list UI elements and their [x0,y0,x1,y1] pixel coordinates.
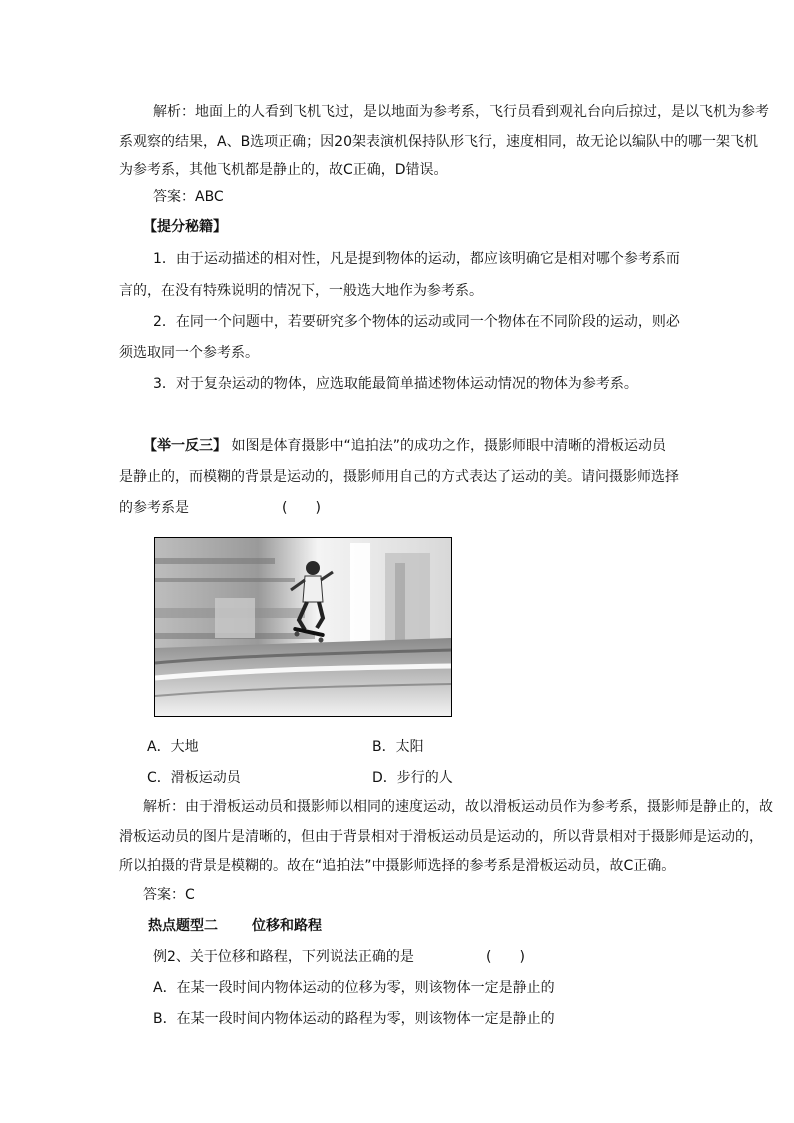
example-2-option-a: A．在某一段时间内物体运动的位移为零，则该物体一定是静止的 [153,980,555,996]
tips-item-2-line-1: 2．在同一个问题中，若要研究多个物体的运动或同一个物体在不同阶段的运动，则必 [153,314,680,330]
example-3-line-3: 的参考系是 [119,500,189,516]
tips-item-1-line-1: 1．由于运动描述的相对性，凡是提到物体的运动，都应该明确它是相对哪个参考系而 [153,251,680,267]
skateboarder-photo-illustration [155,538,451,716]
skateboarder-photo [154,537,452,717]
example-3-paren: ( ) [282,500,321,516]
tips-item-2-line-2: 须选取同一个参考系。 [119,345,259,361]
analysis-3-line-2: 滑板运动员的图片是清晰的，但由于背景相对于滑板运动员是运动的，所以背景相对于摄影师是运动的， [119,829,763,845]
section-2-title: 热点题型二 [148,918,218,934]
answer-1: 答案：ABC [153,189,224,205]
option-a: A．大地 [147,739,199,755]
analysis-3-line-1: 解析：由于滑板运动员和摄影师以相同的速度运动，故以滑板运动员作为参考系，摄影师是静止的，故 [143,799,773,815]
analysis-1-line-3: 为参考系，其他飞机都是静止的，故C正确，D错误。 [119,162,448,178]
tips-heading: 【提分秘籍】 [143,219,227,235]
option-b: B．太阳 [372,739,424,755]
example-3-line-2: 是静止的，而模糊的背景是运动的，摄影师用自己的方式表达了运动的美。请问摄影师选择 [119,469,679,485]
tips-item-3: 3．对于复杂运动的物体，应选取能最简单描述物体运动情况的物体为参考系。 [153,376,638,392]
section-2-subtitle: 位移和路程 [252,918,322,934]
analysis-3-line-3: 所以拍摄的背景是模糊的。故在“追拍法”中摄影师选择的参考系是滑板运动员，故C正确。 [119,858,676,874]
tips-item-1-line-2: 言的，在没有特殊说明的情况下，一般选大地作为参考系。 [119,283,483,299]
example-2-option-b: B．在某一段时间内物体运动的路程为零，则该物体一定是静止的 [153,1011,555,1027]
answer-3: 答案：C [143,887,195,903]
analysis-1-line-1: 解析：地面上的人看到飞机飞过，是以地面为参考系，飞行员看到观礼台向后掠过，是以飞机为参考 [153,104,769,120]
example-2-stem: 例2、关于位移和路程，下列说法正确的是 [153,949,414,965]
example-3-line-1-text: 如图是体育摄影中“追拍法”的成功之作，摄影师眼中清晰的滑板运动员 [227,438,666,454]
example-3-tag: 【举一反三】 [143,438,227,454]
example-3-line-1 [143,437,666,455]
option-d: D．步行的人 [372,770,453,786]
analysis-1-line-2: 系观察的结果，A、B选项正确；因20架表演机保持队形飞行，速度相同，故无论以编队中的哪一架飞机 [119,134,758,150]
example-2-paren: ( ) [486,949,525,965]
option-c: C．滑板运动员 [147,770,241,786]
